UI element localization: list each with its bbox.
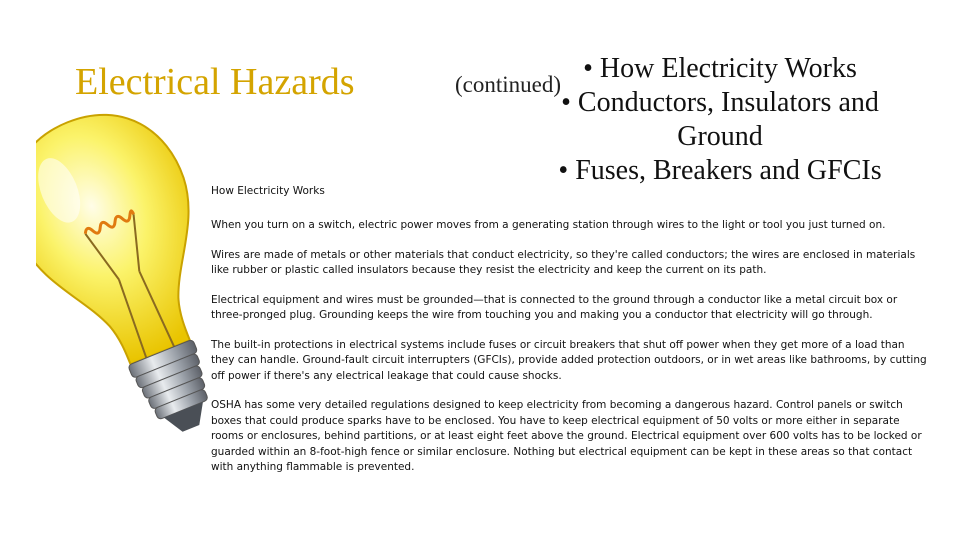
slide-title-suffix: (continued) <box>455 72 562 97</box>
bullet-item: • Fuses, Breakers and GFCIs <box>558 155 882 186</box>
bullet-item: • Conductors, Insulators and Ground <box>561 87 879 152</box>
bullet-item: • How Electricity Works <box>583 53 857 84</box>
paragraph: When you turn on a switch, electric power moves from a generating station through wires to the light or tool you just turned on. <box>211 219 886 231</box>
paragraph: Wires are made of metals or other materials that conduct electricity, so they're called conductors; the wires are enclosed in materials like rubber or plastic called insulators because they resist the electricity and keep the current on its path. <box>211 248 916 276</box>
body-text <box>211 218 931 490</box>
bulb-glass <box>36 100 226 385</box>
paragraph: OSHA has some very detailed regulations designed to keep electricity from becoming a dangerous hazard. Control panels or switch boxes that could produce sparks have to be enclosed. You have to keep electrical equipment of 50 volts or more either in separate rooms or enclosures, behind partitions, or at least eight feet above the ground. Electrical equipment over 600 volts has to be locked or guarded within an 8-foot-high fence or similar enclosure. Nothing but electrical equipment can be kept in these areas so that contact with anything flammable is prevented. <box>211 399 922 473</box>
paragraph: The built-in protections in electrical systems include fuses or circuit breakers that shut off power when they get more of a load than they can handle. Ground-fault circuit interrupters (GFCIs), provide added protection outdoors, or in wet areas like bathrooms, by cutting off power if there's any electrical leakage that could cause shocks. <box>211 338 927 382</box>
topic-bullet-list <box>520 52 920 188</box>
section-subheading: How Electricity Works <box>211 185 325 197</box>
slide-title: Electrical Hazards <box>75 61 355 103</box>
light-bulb-icon <box>36 100 226 460</box>
paragraph: Electrical equipment and wires must be grounded—that is connected to the ground through a conductor like a metal circuit box or three-pronged plug. Grounding keeps the wire from touching you and making you a conductor that electricity will go through. <box>211 293 898 321</box>
